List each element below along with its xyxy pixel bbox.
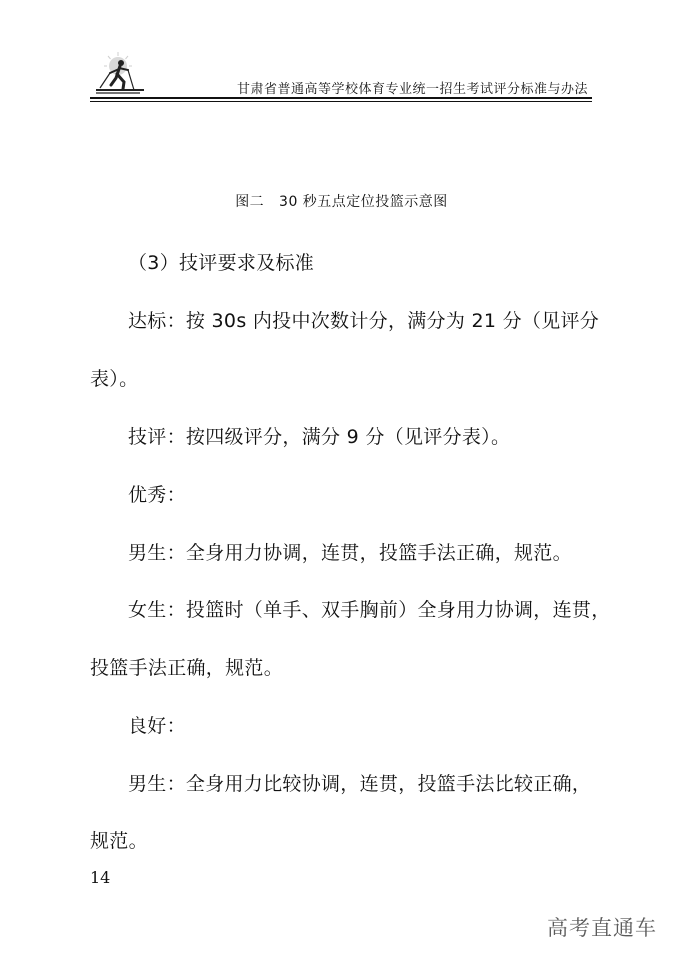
page-number: 14: [90, 868, 111, 887]
paragraph-line: 女生：投篮时（单手、双手胸前）全身用力协调，连贯，: [128, 599, 611, 621]
paragraph-line: 表）。: [90, 368, 139, 390]
skier-logo-icon: [90, 52, 146, 98]
paragraph-line: 优秀：: [128, 484, 186, 506]
paragraph-line: 达标：按 30s 内投中次数计分，满分为 21 分（见评分: [128, 310, 600, 332]
paragraph-line: 规范。: [90, 830, 148, 852]
paragraph-line: 男生：全身用力协调，连贯，投篮手法正确，规范。: [128, 542, 572, 564]
paragraph-line: 男生：全身用力比较协调，连贯，投篮手法比较正确，: [128, 773, 592, 795]
section-heading: （3）技评要求及标准: [128, 252, 315, 274]
paragraph-line: 良好：: [128, 715, 186, 737]
header-rule: [90, 97, 592, 99]
figure-caption: 图二 30 秒五点定位投篮示意图: [235, 194, 448, 210]
paragraph-line: 技评：按四级评分，满分 9 分（见评分表）。: [128, 426, 511, 448]
watermark: 高考直通车: [547, 916, 657, 940]
paragraph-line: 投篮手法正确，规范。: [90, 657, 284, 679]
header-title: 甘肃省普通高等学校体育专业统一招生考试评分标准与办法: [236, 82, 588, 97]
header-rule-thin: [90, 101, 592, 102]
